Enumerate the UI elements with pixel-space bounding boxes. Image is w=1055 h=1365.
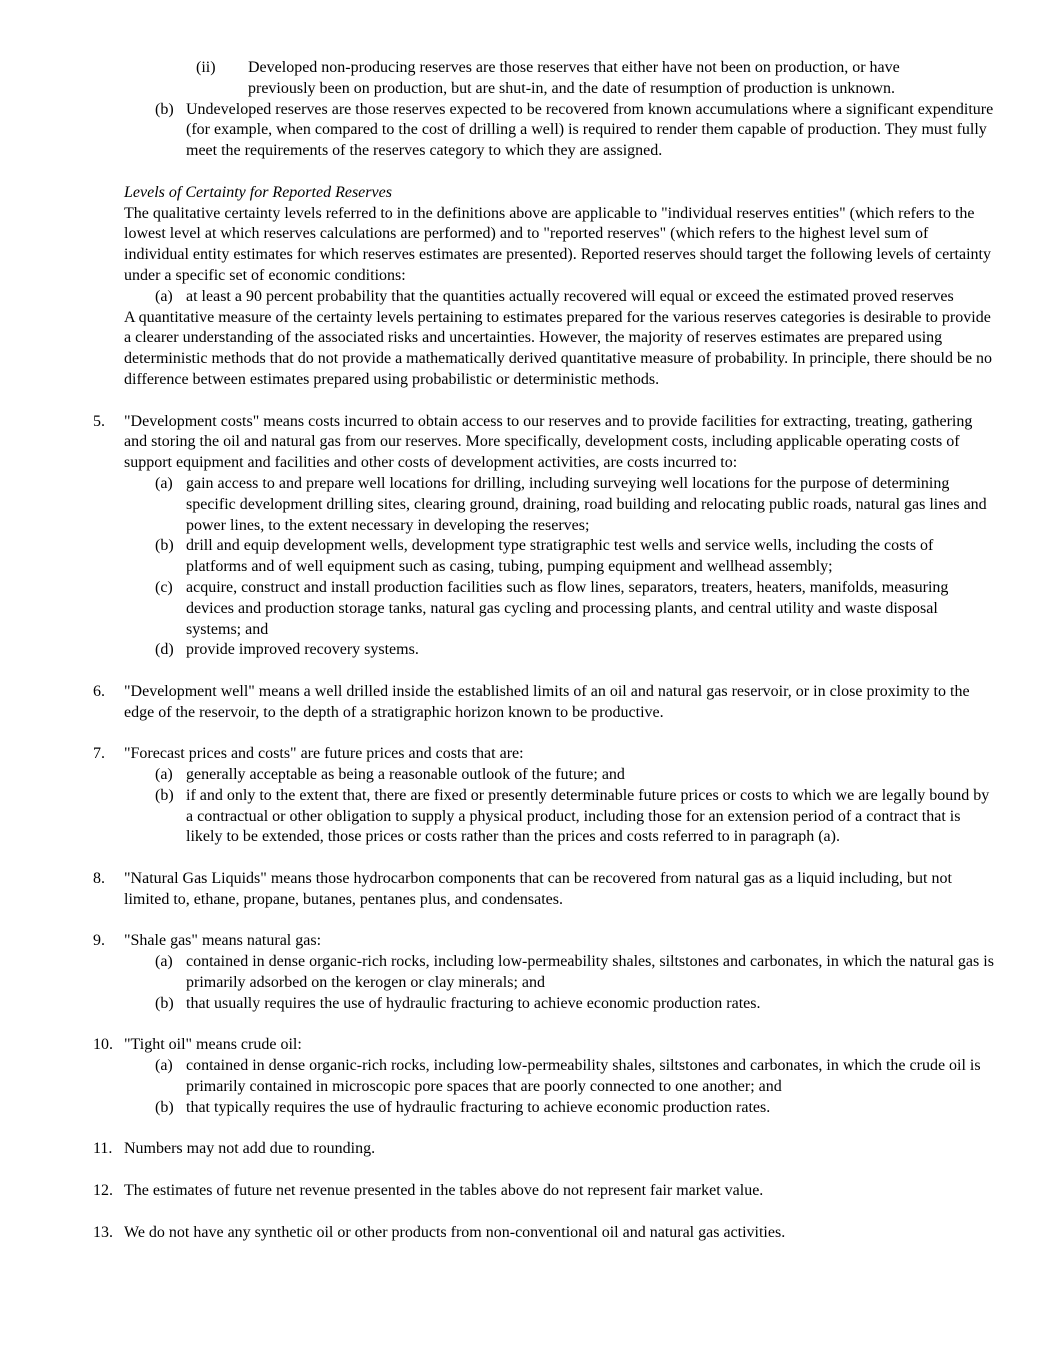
note-text: "Development costs" means costs incurred to obtain access to our reserves and to provide facilities for extracting, treating, gathering and storing the oil and natural gas from our reserves. More specifically, development costs, including applicable operating costs of support equipment and facilities and other costs of development activities, are costs incurred to:: [124, 412, 973, 472]
note-text: The estimates of future net revenue presented in the tables above do not represent fair market value.: [124, 1182, 764, 1200]
note-item: [0, 1139, 1055, 1160]
spacer: [0, 1119, 1055, 1140]
note-subitem: [0, 994, 1055, 1015]
spacer: [0, 162, 1055, 183]
subitem-marker: (d): [155, 641, 174, 659]
note-number: 6.: [93, 682, 105, 700]
note-item: [0, 1223, 1055, 1244]
note-number: 13.: [93, 1223, 113, 1241]
item-b-text: Undeveloped reserves are those reserves expected to be recovered from known accumulations where a significant expenditure (for example, when compared to the cost of drilling a well) is required to render them capable of production. They must fully meet the requirements of the reserves category to which they are assigned.: [186, 100, 994, 160]
note-text: "Natural Gas Liquids" means those hydrocarbon components that can be recovered from natural gas as a liquid including, but not limited to, ethane, propane, butanes, pentanes plus, and condensates.: [124, 870, 952, 908]
note-number: 7.: [93, 745, 105, 763]
note-subitem: [0, 536, 1055, 578]
subitem-marker: (a): [155, 953, 173, 971]
note-subitem: [0, 786, 1055, 848]
subitem-text: if and only to the extent that, there are fixed or presently determinable future prices or costs to which we are legally bound by a contractual or other obligation to supply a physical product, including those for an extension period of a contract that is likely to be extended, those prices or costs rather than the prices and costs referred to in paragraph (a).: [186, 786, 990, 846]
note-item: [0, 412, 1055, 474]
subitem-text: generally acceptable as being a reasonable outlook of the future; and: [186, 766, 625, 784]
spacer: [0, 1015, 1055, 1036]
note-subitem: [0, 474, 1055, 536]
note-item: [0, 869, 1055, 911]
roman-ii-text: Developed non-producing reserves are those reserves that either have not been on production, or have previously been on production, but are shut-in, and the date of resumption of production is unknown.: [248, 59, 900, 97]
roman-ii-item: [0, 58, 1055, 100]
certainty-paragraph-2: A quantitative measure of the certainty levels pertaining to estimates prepared for the various reserves categories is desirable to provide a clearer understanding of the associated risks and uncertainties. However, the majority of reserves estimates are prepared using deterministic methods that do not provide a mathematically derived quantitative measure of probability. In principle, there should be no difference between estimates prepared using probabilistic or deterministic methods.: [124, 308, 993, 388]
spacer: [0, 848, 1055, 869]
note-text: We do not have any synthetic oil or other products from non-conventional oil and natural gas activities.: [124, 1223, 786, 1241]
subitem-text: provide improved recovery systems.: [186, 641, 419, 659]
subitem-text: acquire, construct and install production facilities such as flow lines, separators, treaters, heaters, manifolds, measuring devices and production storage tanks, natural gas cycling and processing plants, and central utility and waste disposal systems; and: [186, 578, 949, 638]
certainty-section: [0, 183, 1055, 287]
subitem-text: gain access to and prepare well locations for drilling, including surveying well locations for the purpose of determining specific development drilling sites, clearing ground, draining, road building and relocating public roads, natural gas lines and power lines, to the extent necessary in developing the reserves;: [186, 474, 987, 534]
note-subitem: [0, 1098, 1055, 1119]
numbered-notes: [0, 391, 1055, 1244]
subitem-text: drill and equip development wells, development type stratigraphic test wells and service wells, including the costs of platforms and of well equipment such as casing, tubing, pumping equipment and wellhead assembly;: [186, 537, 934, 576]
subitem-text: contained in dense organic-rich rocks, including low-permeability shales, siltstones and carbonates, in which the crude oil is primarily contained in microscopic pore spaces that are poorly connected to one another; and: [186, 1057, 981, 1096]
spacer: [0, 391, 1055, 412]
note-number: 10.: [93, 1036, 113, 1054]
note-number: 12.: [93, 1182, 113, 1200]
item-b-marker: (b): [155, 100, 174, 118]
note-item: [0, 1035, 1055, 1056]
subitem-marker: (b): [155, 786, 174, 804]
spacer: [0, 1202, 1055, 1223]
note-item: [0, 1181, 1055, 1202]
note-text: Numbers may not add due to rounding.: [124, 1140, 376, 1158]
note-item: [0, 931, 1055, 952]
certainty-heading: Levels of Certainty for Reported Reserves: [124, 183, 392, 201]
roman-ii-marker: (ii): [196, 59, 216, 76]
note-text: "Tight oil" means crude oil:: [124, 1036, 302, 1054]
note-item: [0, 682, 1055, 724]
subitem-marker: (b): [155, 537, 174, 555]
subitem-marker: (b): [155, 994, 174, 1012]
note-text: "Development well" means a well drilled inside the established limits of an oil and natural gas reservoir, or in close proximity to the edge of the reservoir, to the depth of a stratigraphic horizon known to be productive.: [124, 682, 970, 721]
note-subitem: [0, 952, 1055, 994]
note-number: 9.: [93, 932, 105, 950]
spacer: [0, 1160, 1055, 1181]
note-number: 11.: [93, 1140, 113, 1158]
certainty-paragraph-2-row: [0, 308, 1055, 391]
undeveloped-reserves-item: [0, 100, 1055, 162]
subitem-marker: (c): [155, 578, 173, 596]
certainty-paragraph-1: The qualitative certainty levels referred to in the definitions above are applicable to "individual reserves entities" (which refers to the lowest level at which reserves calculations are performed) and to "reported reserves" (which refers to the highest level sum of individual entity estimates for which reserves estimates are presented). Reported reserves should target the following levels of certainty under a specific set of economic conditions:: [124, 204, 991, 284]
certainty-item-a-marker: (a): [155, 287, 173, 305]
subitem-text: that typically requires the use of hydraulic fracturing to achieve economic production rates.: [186, 1098, 771, 1116]
spacer: [0, 661, 1055, 682]
subitem-text: contained in dense organic-rich rocks, including low-permeability shales, siltstones and carbonates, in which the natural gas is primarily adsorbed on the kerogen or clay minerals; and: [186, 953, 994, 992]
note-subitem: [0, 1056, 1055, 1098]
note-text: "Forecast prices and costs" are future prices and costs that are:: [124, 745, 524, 763]
note-subitem: [0, 640, 1055, 661]
spacer: [0, 911, 1055, 932]
note-subitem: [0, 578, 1055, 640]
subitem-text: that usually requires the use of hydraulic fracturing to achieve economic production rates.: [186, 994, 761, 1012]
subitem-marker: (a): [155, 766, 173, 784]
note-number: 8.: [93, 870, 105, 888]
document-page: [0, 58, 1055, 1243]
note-number: 5.: [93, 412, 105, 430]
note-item: [0, 744, 1055, 765]
subitem-marker: (b): [155, 1098, 174, 1116]
spacer: [0, 724, 1055, 745]
certainty-item-a-text: at least a 90 percent probability that the quantities actually recovered will equal or exceed the estimated proved reserves: [186, 287, 954, 305]
note-subitem: [0, 765, 1055, 786]
subitem-marker: (a): [155, 1057, 173, 1075]
subitem-marker: (a): [155, 474, 173, 492]
certainty-item-a: [0, 287, 1055, 308]
note-text: "Shale gas" means natural gas:: [124, 932, 322, 950]
